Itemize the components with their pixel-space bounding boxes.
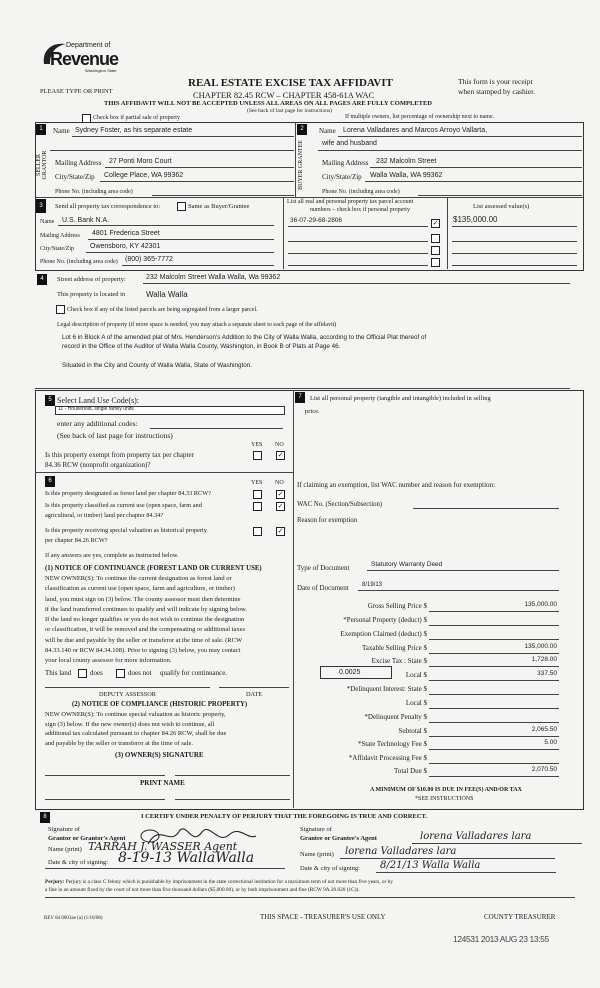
amount-label: Taxable Selling Price $ [361, 644, 427, 652]
receipt-note-2: when stamped by cashier. [458, 87, 536, 96]
see-back-line: (See back of last page for instructions) [247, 108, 332, 114]
section-7-number: 7 [295, 392, 305, 403]
section-8-number: 8 [40, 812, 50, 823]
amount-label: Local $ [405, 699, 427, 707]
tax-corr-label: Send all property tax correspondence to: [55, 203, 161, 210]
amount-label: Total Due $ [394, 767, 427, 775]
notice-line: or classification, it will be removed and the compensating or additional taxes [45, 626, 245, 634]
certify-statement: I CERTIFY UNDER PENALTY OF PERJURY THAT THE FOREGOING IS TRUE AND CORRECT. [141, 813, 428, 820]
local-rate-box[interactable] [320, 666, 392, 679]
tax-mail[interactable]: 4801 Frederica Street [92, 230, 160, 237]
historic-yes-checkbox[interactable] [253, 527, 262, 536]
local-rate: 0.0025 [339, 669, 361, 676]
tax-city-label: City/State/Zip [40, 246, 74, 252]
logo-dept: Department of [66, 42, 111, 49]
perjury-line: Perjury is a class C felony which is punishable by imprisonment in the state correctional institution for a maximum term of not more than five years, or by [65, 879, 393, 885]
personal-property-label-2: price. [305, 408, 320, 415]
seller-side-label: SELLER GRANTOR [36, 150, 48, 180]
tax-name[interactable]: U.S. Bank N.A. [62, 217, 110, 224]
date-label: DATE [246, 691, 263, 698]
parcel-personal-checkbox[interactable] [431, 246, 440, 255]
same-as-buyer-label: Same as Buyer/Grantee [188, 203, 250, 210]
current-use-no-checkbox[interactable]: ✓ [277, 502, 284, 510]
amount-label: *Affidavit Processing Fee $ [348, 754, 427, 762]
tax-city[interactable]: Owensboro, KY 42301 [90, 243, 161, 250]
grantee-date[interactable]: 8/21/13 Walla Walla [380, 860, 481, 871]
amount-value[interactable]: 2,065.50 [531, 726, 557, 733]
amount-label: Gross Selling Price $ [367, 602, 427, 610]
grantor-sig-label: Signature of [48, 826, 80, 833]
assessed-header: List assessed value(s) [473, 203, 530, 210]
tax-name-label: Name [40, 219, 55, 225]
tax-phone[interactable]: (800) 365-7772 [125, 256, 173, 263]
qualify-label: qualify for continuance. [160, 669, 228, 677]
parcel-header: List all real and personal property tax parcel account [287, 199, 414, 205]
amount-value[interactable]: 135,000.00 [524, 601, 557, 608]
grantor-date-label: Date & city of signing: [48, 859, 108, 866]
perjury-line: a fine in an amount fixed by the court of not more than five thousand dollars ($5,000.00), or by both imprisonment and fine (RCW 9A.20.020 (1C)). [45, 887, 360, 893]
does-not-label: does not [128, 669, 152, 677]
notice-line: and payable by the seller or transferor at the time of sale. [45, 739, 193, 747]
amount-label: Excise Tax : State $ [371, 657, 427, 665]
land-use-value: 11 - Household, single family units [58, 406, 134, 412]
notice-line: If the land no longer qualifies or you do not wish to continue the designation [45, 616, 245, 624]
doc-type[interactable]: Statutory Warranty Deed [371, 561, 443, 568]
legal-label: Legal description of property (if more space is needed, you may attach a separate sheet to each page of the affidavit) [57, 322, 337, 328]
amount-line [429, 653, 559, 654]
section-1-number: 1 [36, 124, 46, 135]
grantor-name-label: Name (print) [48, 846, 82, 853]
buyer-name-label: Name [319, 127, 336, 135]
notice-line: if the land transferred continues to qualify and will indicate by signing below. [45, 605, 247, 613]
grantee-name-label: Name (print) [300, 851, 334, 858]
deputy-assessor-label: DEPUTY ASSESSOR [99, 691, 156, 698]
seller-mail[interactable]: 27 Ponti Moro Court [109, 158, 172, 165]
grantor-name[interactable]: TARRAH J. WASSER Agent [88, 840, 238, 853]
grantee-sig-label: Signature of [300, 826, 332, 833]
seller-name[interactable]: Sydney Foster, as his separate estate [75, 127, 193, 134]
amount-value[interactable]: 135,000.00 [524, 643, 557, 650]
segregated-checkbox[interactable] [56, 305, 65, 314]
amount-line [429, 776, 559, 777]
does-not-checkbox[interactable] [116, 669, 125, 678]
amount-line [429, 736, 559, 737]
reason-label: Reason for exemption [297, 517, 358, 524]
seller-phone-label: Phone No. (including area code) [55, 189, 133, 195]
notice-line: NEW OWNER(S): To continue the current designation as forest land or [45, 575, 232, 582]
grantor-date[interactable]: 8-19-13 WallaWalla [118, 850, 255, 866]
does-label: does [90, 669, 103, 677]
grantor-sig-label-2: Grantor or Grantor's Agent [48, 835, 126, 842]
logo-name: Revenue [50, 49, 119, 69]
perjury-bold: Perjury: [45, 879, 65, 885]
section-6-number: 6 [45, 476, 55, 487]
section-2-number: 2 [297, 124, 307, 135]
notice-line: will be due and payable by the seller or transferor at the time of sale. (RCW [45, 636, 243, 644]
section-4-number: 4 [37, 274, 47, 285]
historic-question-2: per chapter 84.26 RCW? [45, 537, 108, 544]
seller-name-label: Name [53, 127, 70, 135]
minimum-note: A MINIMUM OF $10.00 IS DUE IN FEE(S) AND/OR TAX [370, 787, 522, 793]
street-label: Street address of property: [57, 276, 126, 283]
amount-line [429, 625, 559, 626]
yes-header: YES [251, 480, 263, 486]
owner-signature-label: (3) OWNER(S) SIGNATURE [115, 751, 204, 759]
additional-codes-label: enter any additional codes: [57, 419, 138, 428]
forest-question: Is this property designated as forest land per chapter 84.33 RCW? [45, 490, 211, 497]
current-use-question: Is this property classified as current use (open space, farm and [45, 502, 202, 509]
buyer-mail-label: Mailing Address [322, 159, 369, 167]
current-use-question-2: agricultural, or timber) land per chapter 84.34? [45, 512, 164, 519]
legal-desc-1: Lot 6 in Block A of the amended plat of Mrs. Henderson's Addition to the City of Walla Walla, according to the Official Plat thereof of [62, 334, 427, 341]
amount-value[interactable]: 5.00 [544, 739, 557, 746]
tax-mail-label: Mailing Address [40, 233, 80, 239]
amount-line [429, 708, 559, 709]
segregated-label: Check box if any of the listed parcels are being segregated from a larger parcel. [67, 307, 258, 313]
parcel-number[interactable]: 36-07-29-68-2806 [290, 217, 343, 224]
treasurer-space: THIS SPACE - TREASURER'S USE ONLY [260, 913, 386, 921]
parcel-header-2: numbers – check box if personal property [310, 207, 410, 213]
buyer-side-label: BUYER GRANTEE [298, 140, 304, 190]
forest-yes-checkbox[interactable] [253, 490, 262, 499]
exempt-question: Is this property exempt from property tax per chapter [45, 451, 194, 459]
forest-no-checkbox[interactable]: ✓ [277, 490, 284, 498]
buyer-name[interactable]: Lorena Valladares and Marcos Arroyo Vallarta, [343, 127, 488, 134]
no-header: NO [275, 480, 284, 486]
wac-label: WAC No. (Section/Subsection) [297, 501, 383, 508]
notice-line: classification as current use (open space, farm and agriculture, or timber) [45, 585, 235, 593]
section-5-number: 5 [45, 395, 55, 406]
yes-header: YES [251, 442, 263, 448]
perjury-notice [45, 878, 570, 894]
legal-desc-2: record in the Office of the Auditor of Walla Walla County, Washington, in Book B of Plats at Page 46. [62, 343, 341, 350]
amount-label: *Delinquent Interest: State $ [346, 685, 427, 693]
partial-sale-label: Check box if partial sale of property [93, 115, 180, 121]
notice-compliance-text [45, 710, 295, 748]
amount-value[interactable]: 1,728.00 [531, 656, 557, 663]
notice-line: 84.33.140 or RCW 84.34.108). Prior to signing (3) below, you may contact [45, 647, 241, 655]
amount-line [429, 722, 559, 723]
grantee-name[interactable]: lorena Valladares lara [345, 846, 457, 857]
amount-label: Subtotal $ [398, 727, 427, 735]
assessed-value[interactable]: $135,000.00 [453, 215, 498, 224]
current-use-yes-checkbox[interactable] [253, 502, 262, 511]
receipt-note: This form is your receipt [458, 77, 533, 86]
amount-value[interactable]: 2,070.50 [531, 766, 557, 773]
doc-date[interactable]: 8/19/13 [362, 582, 383, 588]
parcel-personal-checkbox[interactable]: ✓ [432, 219, 439, 227]
buyer-mail[interactable]: 232 Malcolm Street [376, 158, 437, 165]
exemption-label: If claiming an exemption, list WAC number and reason for exemption: [297, 481, 495, 489]
seller-city-label: City/State/Zip [55, 173, 95, 181]
notice-line: land, you must sign on (3) below. The county assessor must then determine [45, 595, 241, 603]
personal-property-label: List all personal property (tangible and intangible) included in selling [310, 395, 491, 402]
warning-line: THIS AFFIDAVIT WILL NOT BE ACCEPTED UNLESS ALL AREAS ON ALL PAGES ARE FULLY COMPLETED [104, 100, 432, 107]
doc-date-label: Date of Document [297, 584, 349, 592]
amount-line [429, 639, 559, 640]
amount-line [429, 611, 559, 612]
cashier-stamp: 124531 2013 AUG 23 13:55 [453, 934, 549, 944]
notice-line: additional tax calculated pursuant to chapter 84.26 RCW, shall be due [45, 730, 227, 737]
land-use-see-back: (See back of last page for instructions) [57, 431, 173, 440]
amount-line [429, 763, 559, 764]
buyer-phone-label: Phone No. (including area code) [322, 189, 400, 195]
amount-line [429, 680, 559, 681]
notice-line: your local county assessor for more information. [45, 657, 172, 665]
legal-desc-3: Situated in the City and County of Walla Walla, State of Washington. [62, 362, 253, 369]
doc-type-label: Type of Document [297, 564, 350, 572]
amount-line [429, 666, 559, 667]
this-land-label: This land [45, 669, 72, 677]
land-use-label: Select Land Use Code(s): [57, 396, 139, 405]
amount-label: Exemption Claimed (deduct) $ [340, 630, 427, 638]
amount-label: Local $ [405, 671, 427, 679]
amount-line [429, 749, 559, 750]
historic-question: Is this property receiving special valuation as historical property [45, 527, 207, 534]
does-checkbox[interactable] [78, 669, 87, 678]
parcel-personal-checkbox[interactable] [431, 234, 440, 243]
form-title: REAL ESTATE EXCISE TAX AFFIDAVIT [188, 77, 393, 89]
exempt-question-2: 84.36 RCW (nonprofit organization)? [45, 461, 151, 469]
print-name-label: PRINT NAME [140, 779, 185, 787]
exempt-no-checkbox[interactable]: ✓ [277, 451, 284, 459]
notice-compliance-title: (2) NOTICE OF COMPLIANCE (HISTORIC PROPERTY) [72, 701, 248, 708]
grantee-signature[interactable]: lorena Valladares lara [420, 831, 532, 842]
exempt-yes-checkbox[interactable] [253, 451, 262, 460]
grantee-date-label: Date & city of signing: [300, 865, 360, 872]
located-label: This property is located in [57, 291, 126, 298]
multiple-owners-note: If multiple owners, list percentage of ownership next to name. [345, 114, 495, 120]
dor-logo [40, 36, 125, 86]
amount-line [429, 694, 559, 695]
form-rev: REV 84 0001ae (a) (1/10/08) [44, 916, 103, 921]
logo-state: Washington State [85, 68, 117, 73]
grantee-sig-label-2: Grantee or Grantee's Agent [300, 835, 377, 842]
land-use-select[interactable] [55, 406, 285, 415]
tax-phone-label: Phone No. (including area code) [40, 259, 118, 265]
notice-continuance-title: (1) NOTICE OF CONTINUANCE (FOREST LAND OR CURRENT USE) [45, 565, 262, 572]
parcel-personal-checkbox[interactable] [431, 258, 440, 267]
county-treasurer: COUNTY TREASURER [484, 913, 556, 921]
amount-label: *Delinquent Penalty $ [364, 713, 427, 721]
if-yes-note: If any answers are yes, complete as instructed below. [45, 552, 179, 559]
notice-line: NEW OWNER(S): To continue special valuation as historic property, [45, 711, 226, 718]
amount-value[interactable]: 337.50 [537, 670, 557, 677]
same-as-buyer-checkbox[interactable] [177, 202, 186, 211]
chapter-line: CHAPTER 82.45 RCW – CHAPTER 458-61A WAC [193, 90, 375, 100]
street-address[interactable]: 232 Malcolm Street Walla Walla, Wa 99362 [146, 274, 281, 281]
please-type: PLEASE TYPE OR PRINT [40, 88, 113, 95]
seller-mail-label: Mailing Address [55, 159, 102, 167]
buyer-city-label: City/State/Zip [322, 173, 362, 181]
see-instructions: *SEE INSTRUCTIONS [415, 796, 474, 802]
no-header: NO [275, 442, 284, 448]
buyer-name-2[interactable]: wife and husband [322, 140, 377, 147]
amount-label: *Personal Property (deduct) $ [343, 616, 427, 624]
notice-line: sign (3) below. If the new owner(s) does not wish to continue, all [45, 720, 215, 728]
historic-no-checkbox[interactable]: ✓ [277, 527, 284, 535]
buyer-city[interactable]: Walla Walla, WA 99362 [370, 172, 443, 179]
notice-continuance-text [45, 574, 295, 667]
section-3-number: 3 [36, 199, 46, 213]
seller-city[interactable]: College Place, WA 99362 [104, 172, 184, 179]
located-in[interactable]: Walla Walla [146, 290, 188, 299]
amount-label: *State Technology Fee $ [357, 740, 427, 748]
